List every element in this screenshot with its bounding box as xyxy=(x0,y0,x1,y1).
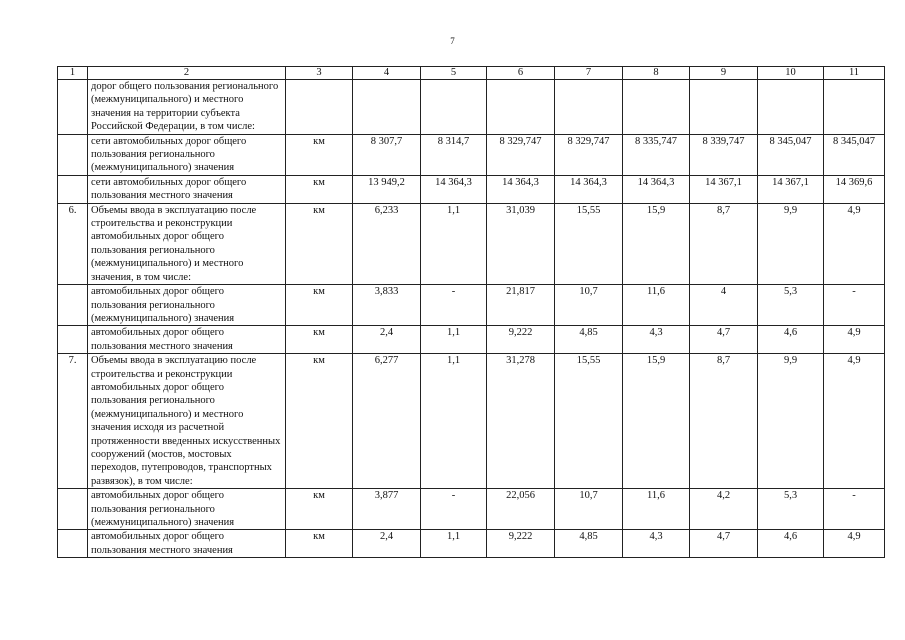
value-cell: 9,222 xyxy=(487,530,555,558)
column-header: 9 xyxy=(690,67,758,80)
value-cell: 4,2 xyxy=(690,489,758,530)
value-cell: - xyxy=(824,285,885,326)
column-header: 8 xyxy=(623,67,690,80)
value-cell: - xyxy=(824,489,885,530)
value-cell: 3,833 xyxy=(353,285,421,326)
column-header: 6 xyxy=(487,67,555,80)
table-row xyxy=(58,489,885,530)
value-cell: 15,9 xyxy=(623,354,690,489)
value-cell: 14 364,3 xyxy=(487,175,555,203)
page-number: 7 xyxy=(450,36,455,46)
value-cell: 14 367,1 xyxy=(758,175,824,203)
row-number: 7. xyxy=(58,354,88,489)
value-cell: 8 329,747 xyxy=(555,134,623,175)
value-cell: 14 364,3 xyxy=(555,175,623,203)
value-cell: 22,056 xyxy=(487,489,555,530)
indicator-label: сети автомобильных дорог общего пользования регионального (межмуниципального) значения xyxy=(88,134,286,175)
unit-cell: км xyxy=(286,134,353,175)
column-header: 7 xyxy=(555,67,623,80)
row-number xyxy=(58,489,88,530)
value-cell: 2,4 xyxy=(353,326,421,354)
indicator-label: сети автомобильных дорог общего пользования местного значения xyxy=(88,175,286,203)
value-cell: 9,9 xyxy=(758,203,824,284)
value-cell: 1,1 xyxy=(421,530,487,558)
value-cell xyxy=(690,80,758,135)
column-header: 2 xyxy=(88,67,286,80)
value-cell: 14 367,1 xyxy=(690,175,758,203)
value-cell: 14 364,3 xyxy=(421,175,487,203)
table-row xyxy=(58,203,885,284)
value-cell: 8 345,047 xyxy=(758,134,824,175)
value-cell: 6,233 xyxy=(353,203,421,284)
value-cell: 8,7 xyxy=(690,354,758,489)
unit-cell: км xyxy=(286,203,353,284)
row-number xyxy=(58,326,88,354)
row-number: 6. xyxy=(58,203,88,284)
value-cell: 8 329,747 xyxy=(487,134,555,175)
table-row xyxy=(58,285,885,326)
table-row xyxy=(58,175,885,203)
unit-cell: км xyxy=(286,530,353,558)
table-row xyxy=(58,134,885,175)
value-cell: 1,1 xyxy=(421,354,487,489)
value-cell: 4,9 xyxy=(824,326,885,354)
value-cell: 2,4 xyxy=(353,530,421,558)
table-row xyxy=(58,354,885,489)
column-header: 3 xyxy=(286,67,353,80)
value-cell: 8 307,7 xyxy=(353,134,421,175)
value-cell xyxy=(555,80,623,135)
value-cell: 1,1 xyxy=(421,203,487,284)
value-cell: 5,3 xyxy=(758,489,824,530)
value-cell: 3,877 xyxy=(353,489,421,530)
unit-cell: км xyxy=(286,489,353,530)
value-cell: 10,7 xyxy=(555,489,623,530)
value-cell: 9,222 xyxy=(487,326,555,354)
indicator-label: Объемы ввода в эксплуатацию после строительства и реконструкции автомобильных дорог общего пользования регионального (межмуниципального) и местного значения исходя из расчетной протяженности введенных искусственных сооружений (мостов, мостовых переходов, путепроводов, транспортных развязок), в том числе: xyxy=(88,354,286,489)
indicator-label: Объемы ввода в эксплуатацию после строительства и реконструкции автомобильных дорог общего пользования регионального (межмуниципального) и местного значения, в том числе: xyxy=(88,203,286,284)
value-cell: 5,3 xyxy=(758,285,824,326)
value-cell: 13 949,2 xyxy=(353,175,421,203)
table-body xyxy=(58,67,885,558)
value-cell xyxy=(623,80,690,135)
value-cell: 8 345,047 xyxy=(824,134,885,175)
value-cell: 31,039 xyxy=(487,203,555,284)
value-cell xyxy=(758,80,824,135)
column-header: 10 xyxy=(758,67,824,80)
row-number xyxy=(58,80,88,135)
value-cell: 6,277 xyxy=(353,354,421,489)
indicators-table xyxy=(57,66,885,558)
column-header: 11 xyxy=(824,67,885,80)
table-row xyxy=(58,326,885,354)
indicator-label: дорог общего пользования регионального (межмуниципального) и местного значения на территории субъекта Российской Федерации, в том числе: xyxy=(88,80,286,135)
value-cell xyxy=(421,80,487,135)
value-cell xyxy=(824,80,885,135)
value-cell: 15,55 xyxy=(555,203,623,284)
unit-cell: км xyxy=(286,326,353,354)
value-cell: 31,278 xyxy=(487,354,555,489)
table-row xyxy=(58,80,885,135)
value-cell: 8,7 xyxy=(690,203,758,284)
row-number xyxy=(58,530,88,558)
value-cell: 4,9 xyxy=(824,203,885,284)
value-cell: 8 314,7 xyxy=(421,134,487,175)
value-cell: - xyxy=(421,489,487,530)
row-number xyxy=(58,285,88,326)
row-number xyxy=(58,134,88,175)
indicator-label: автомобильных дорог общего пользования регионального (межмуниципального) значения xyxy=(88,285,286,326)
unit-cell: км xyxy=(286,175,353,203)
value-cell: 8 339,747 xyxy=(690,134,758,175)
value-cell: 10,7 xyxy=(555,285,623,326)
column-header: 4 xyxy=(353,67,421,80)
value-cell: 4,3 xyxy=(623,530,690,558)
unit-cell: км xyxy=(286,354,353,489)
column-header: 1 xyxy=(58,67,88,80)
value-cell: 4 xyxy=(690,285,758,326)
indicator-label: автомобильных дорог общего пользования регионального (межмуниципального) значения xyxy=(88,489,286,530)
value-cell: 9,9 xyxy=(758,354,824,489)
value-cell: 4,9 xyxy=(824,530,885,558)
table-row xyxy=(58,530,885,558)
header-row xyxy=(58,67,885,80)
value-cell: 1,1 xyxy=(421,326,487,354)
value-cell: 4,9 xyxy=(824,354,885,489)
unit-cell xyxy=(286,80,353,135)
value-cell: 21,817 xyxy=(487,285,555,326)
row-number xyxy=(58,175,88,203)
value-cell: 4,85 xyxy=(555,326,623,354)
indicator-label: автомобильных дорог общего пользования местного значения xyxy=(88,326,286,354)
unit-cell: км xyxy=(286,285,353,326)
value-cell: 15,55 xyxy=(555,354,623,489)
value-cell: 4,3 xyxy=(623,326,690,354)
value-cell: 4,7 xyxy=(690,530,758,558)
value-cell: 11,6 xyxy=(623,489,690,530)
column-header: 5 xyxy=(421,67,487,80)
value-cell: 14 369,6 xyxy=(824,175,885,203)
value-cell xyxy=(487,80,555,135)
value-cell: 15,9 xyxy=(623,203,690,284)
value-cell: 11,6 xyxy=(623,285,690,326)
value-cell: 8 335,747 xyxy=(623,134,690,175)
value-cell: 14 364,3 xyxy=(623,175,690,203)
indicator-label: автомобильных дорог общего пользования местного значения xyxy=(88,530,286,558)
value-cell: - xyxy=(421,285,487,326)
value-cell: 4,85 xyxy=(555,530,623,558)
value-cell: 4,6 xyxy=(758,326,824,354)
value-cell: 4,7 xyxy=(690,326,758,354)
value-cell: 4,6 xyxy=(758,530,824,558)
value-cell xyxy=(353,80,421,135)
